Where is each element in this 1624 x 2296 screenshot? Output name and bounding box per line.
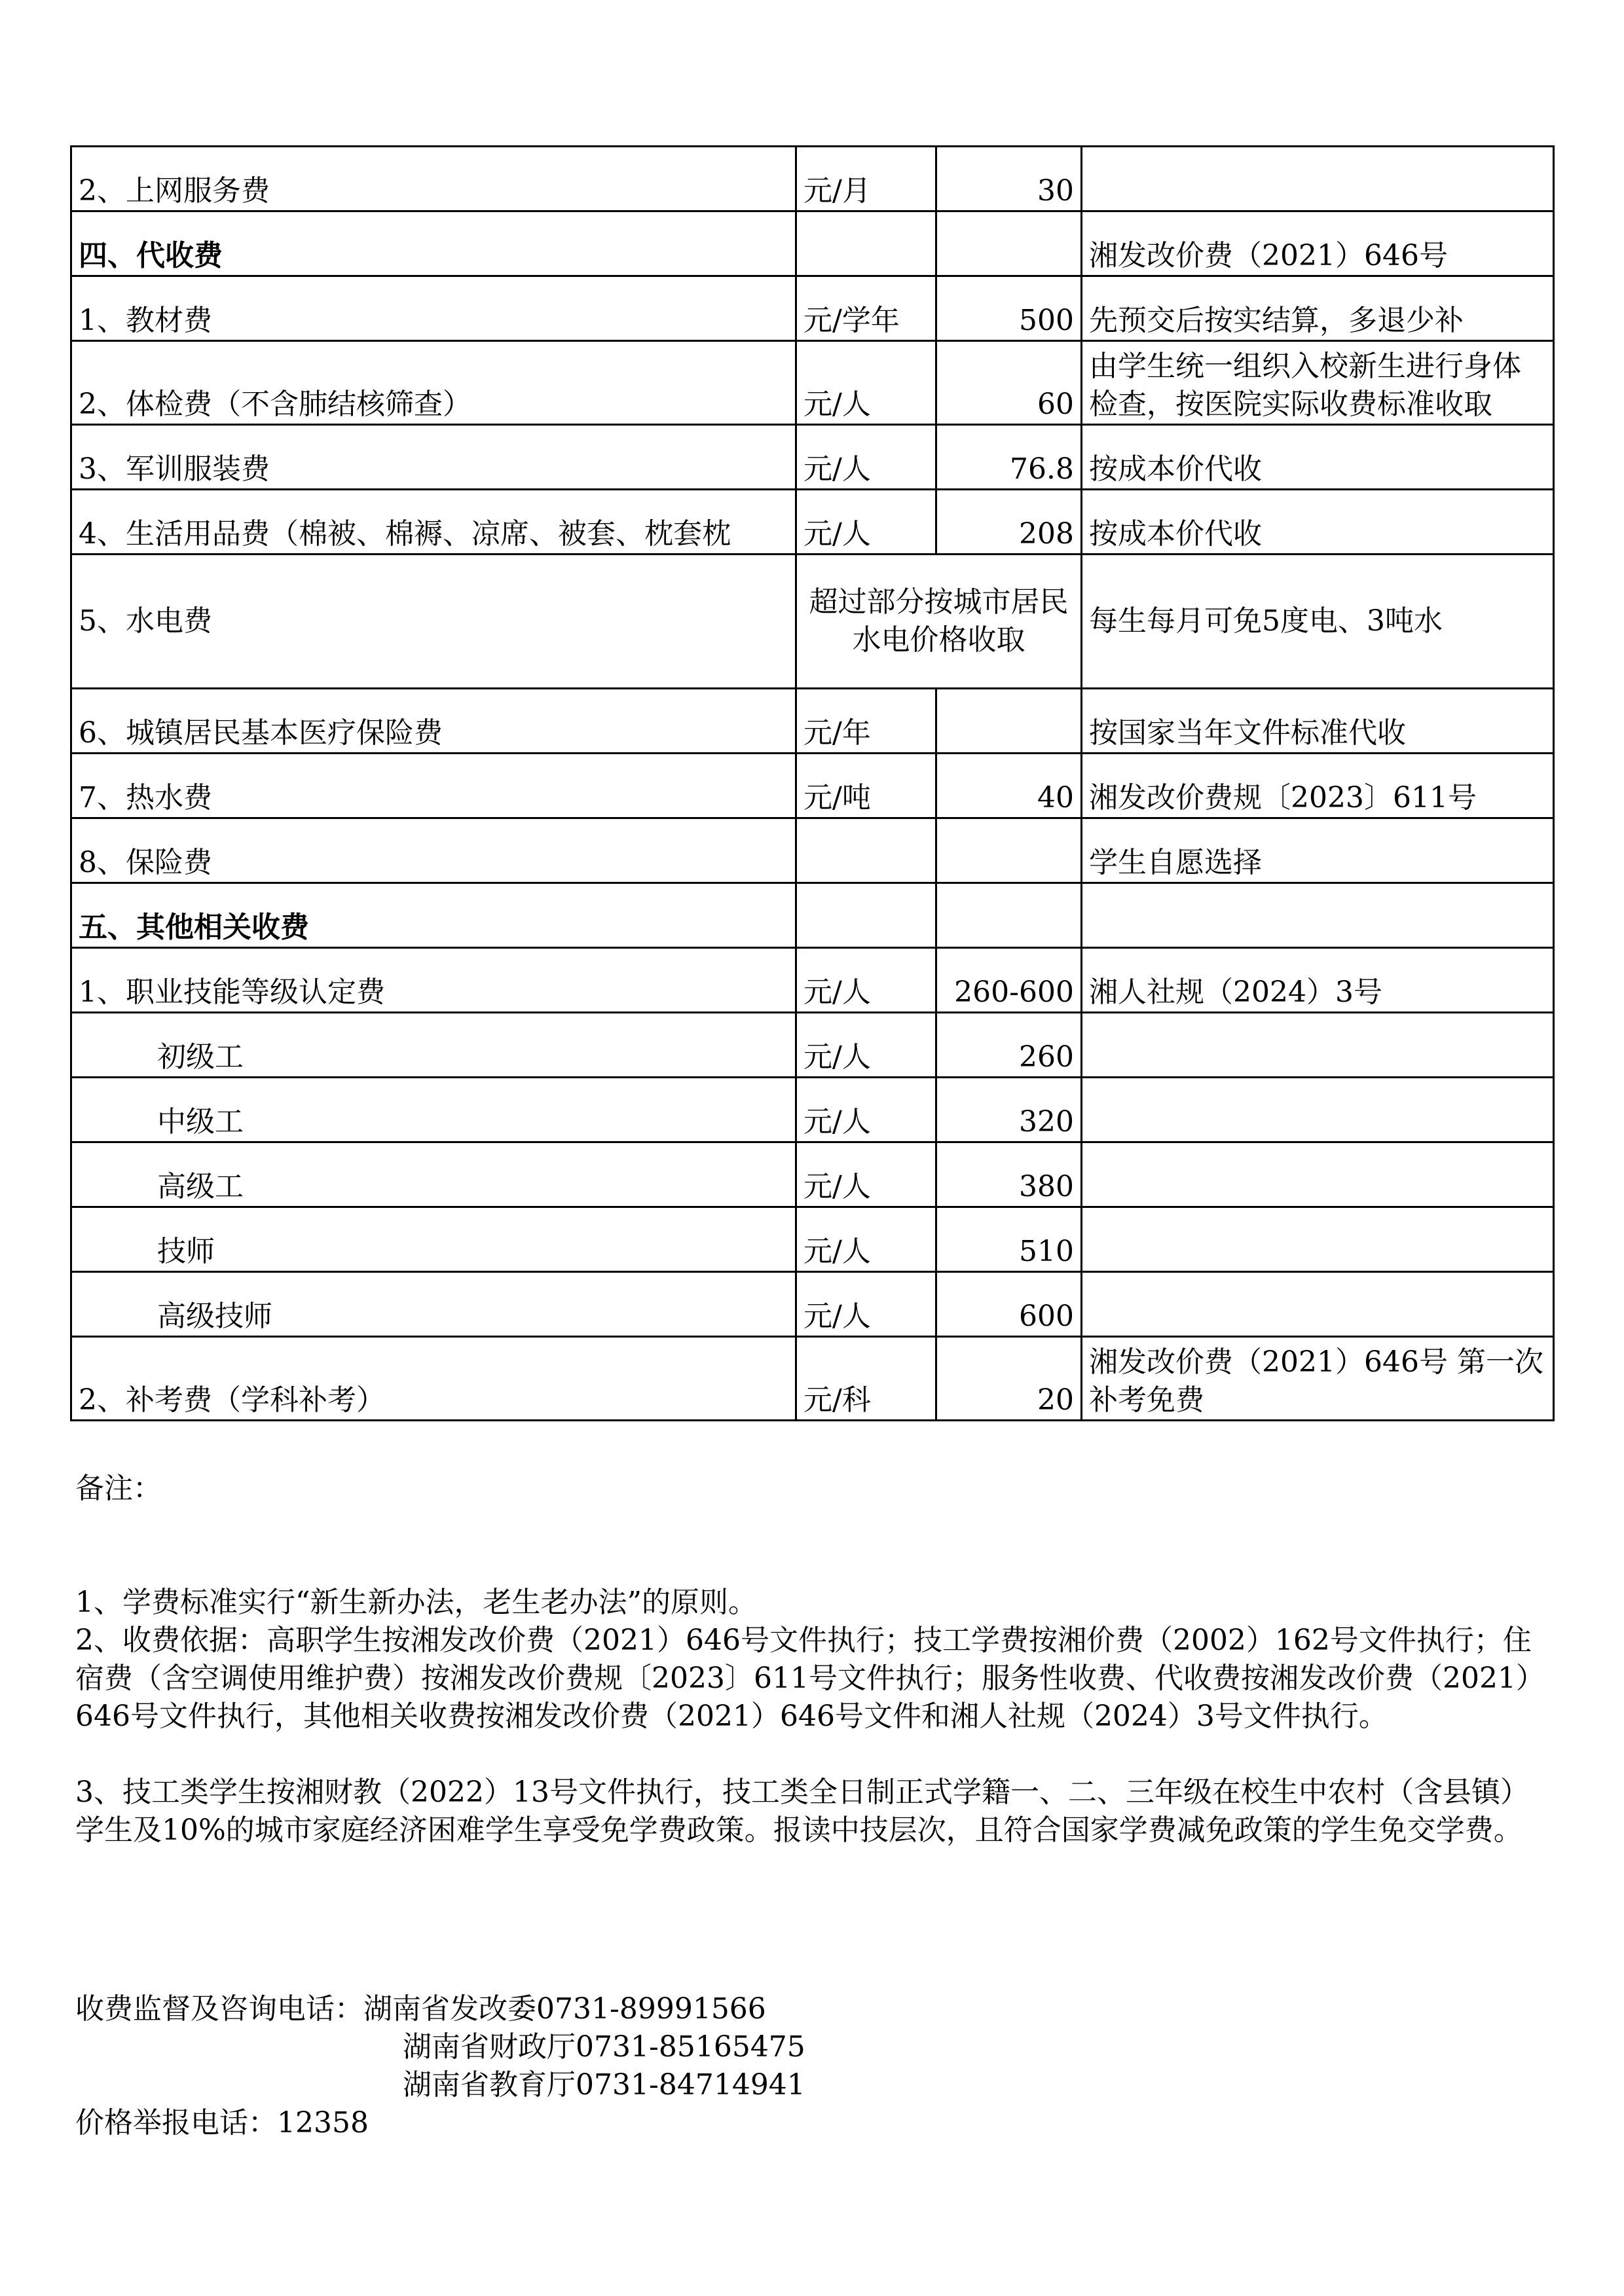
item-cell: 1、职业技能等级认定费 [71, 948, 796, 1013]
note-cell: 学生自愿选择 [1082, 818, 1554, 883]
note-cell: 按国家当年文件标准代收 [1082, 689, 1554, 754]
table-row [71, 147, 1554, 211]
item-cell: 初级工 [71, 1013, 796, 1078]
table-row [71, 211, 1554, 276]
fee-table [70, 145, 1555, 1421]
note-cell [1082, 1013, 1554, 1078]
unit-cell: 元/人 [796, 1272, 936, 1337]
table-row [71, 425, 1554, 490]
table-row [71, 1337, 1554, 1421]
table-row [71, 341, 1554, 425]
item-cell: 2、上网服务费 [71, 147, 796, 211]
amount-cell: 20 [936, 1337, 1082, 1421]
item-cell: 4、生活用品费（棉被、棉褥、凉席、被套、枕套枕 [71, 490, 796, 555]
table-row [71, 948, 1554, 1013]
note-cell: 湘发改价费（2021）646号 [1082, 211, 1554, 276]
table-row [71, 1272, 1554, 1337]
merged-unit-cell: 超过部分按城市居民水电价格收取 [796, 555, 1082, 689]
table-row [71, 818, 1554, 883]
unit-cell [796, 211, 936, 276]
section-title: 四、代收费 [71, 211, 796, 276]
note-cell [1082, 147, 1554, 211]
amount-cell: 208 [936, 490, 1082, 555]
note-cell [1082, 883, 1554, 948]
amount-cell: 380 [936, 1142, 1082, 1207]
unit-cell: 元/人 [796, 425, 936, 490]
unit-cell: 元/人 [796, 341, 936, 425]
amount-cell: 60 [936, 341, 1082, 425]
note-item: 3、技工类学生按湘财教（2022）13号文件执行，技工类全日制正式学籍一、二、三年级在校生中农村（含县镇）学生及10%的城市家庭经济困难学生享受免学费政策。报读中技层次，且符合国家学费减免政策的学生免交学费。 [75, 1776, 1529, 1847]
item-cell: 高级工 [71, 1142, 796, 1207]
item-cell: 6、城镇居民基本医疗保险费 [71, 689, 796, 754]
table-row [71, 1078, 1554, 1142]
table-row [71, 1013, 1554, 1078]
item-cell: 2、体检费（不含肺结核筛查） [71, 341, 796, 425]
table-row [71, 555, 1554, 689]
unit-cell: 元/年 [796, 689, 936, 754]
spacer [75, 1546, 1549, 1584]
table-row [71, 1142, 1554, 1207]
unit-cell: 元/人 [796, 1207, 936, 1272]
item-cell: 3、军训服装费 [71, 425, 796, 490]
contacts-label: 收费监督及咨询电话： [75, 1992, 363, 2026]
spacer [75, 1736, 1549, 1774]
amount-cell: 600 [936, 1272, 1082, 1337]
unit-cell: 元/吨 [796, 754, 936, 818]
notes-label: 备注： [75, 1472, 162, 1505]
phone-education-dept: 湖南省教育厅0731-84714941 [403, 2068, 805, 2102]
unit-cell: 元/人 [796, 1142, 936, 1207]
amount-cell: 500 [936, 276, 1082, 341]
unit-cell: 元/人 [796, 490, 936, 555]
amount-cell: 260 [936, 1013, 1082, 1078]
note-cell [1082, 1207, 1554, 1272]
unit-cell: 元/月 [796, 147, 936, 211]
amount-cell [936, 818, 1082, 883]
table-row [71, 490, 1554, 555]
note-item: 2、收费依据：高职学生按湘发改价费（2021）646号文件执行；技工学费按湘价费（2002）162号文件执行；住宿费（含空调使用维护费）按湘发改价费规〔2023〕611号文件执行；服务性收费、代收费按湘发改价费（2021）646号文件执行，其他相关收费按湘发改价费（2021）646号文件和湘人社规（2024）3号文件执行。 [75, 1624, 1545, 1733]
item-cell: 技师 [71, 1207, 796, 1272]
notes-section [75, 1470, 1549, 1850]
phone-finance-dept: 湖南省财政厅0731-85165475 [403, 2030, 805, 2064]
amount-cell [936, 211, 1082, 276]
amount-cell: 320 [936, 1078, 1082, 1142]
unit-cell: 元/科 [796, 1337, 936, 1421]
note-cell: 每生每月可免5度电、3吨水 [1082, 555, 1554, 689]
table-row [71, 883, 1554, 948]
note-cell: 先预交后按实结算，多退少补 [1082, 276, 1554, 341]
amount-cell: 40 [936, 754, 1082, 818]
unit-cell: 元/人 [796, 948, 936, 1013]
amount-cell [936, 689, 1082, 754]
note-cell [1082, 1272, 1554, 1337]
unit-cell [796, 883, 936, 948]
unit-cell: 元/人 [796, 1013, 936, 1078]
section-title: 五、其他相关收费 [71, 883, 796, 948]
contacts-section [75, 1990, 805, 2142]
note-cell: 湘发改价费（2021）646号 第一次补考免费 [1082, 1337, 1554, 1421]
table-row [71, 276, 1554, 341]
note-cell [1082, 1142, 1554, 1207]
note-cell [1082, 1078, 1554, 1142]
note-cell: 湘发改价费规〔2023〕611号 [1082, 754, 1554, 818]
amount-cell: 30 [936, 147, 1082, 211]
note-cell: 按成本价代收 [1082, 490, 1554, 555]
item-cell: 5、水电费 [71, 555, 796, 689]
table-row [71, 1207, 1554, 1272]
table-row [71, 689, 1554, 754]
amount-cell [936, 883, 1082, 948]
unit-cell [796, 818, 936, 883]
table-row [71, 754, 1554, 818]
amount-cell: 510 [936, 1207, 1082, 1272]
amount-cell: 76.8 [936, 425, 1082, 490]
item-cell: 7、热水费 [71, 754, 796, 818]
note-cell: 按成本价代收 [1082, 425, 1554, 490]
note-cell: 湘人社规（2024）3号 [1082, 948, 1554, 1013]
note-cell: 由学生统一组织入校新生进行身体检查，按医院实际收费标准收取 [1082, 341, 1554, 425]
report-phone: 价格举报电话：12358 [75, 2106, 369, 2140]
note-item: 1、学费标准实行“新生新办法，老生老办法”的原则。 [75, 1586, 757, 1619]
item-cell: 2、补考费（学科补考） [71, 1337, 796, 1421]
item-cell: 8、保险费 [71, 818, 796, 883]
unit-cell: 元/人 [796, 1078, 936, 1142]
item-cell: 中级工 [71, 1078, 796, 1142]
amount-cell: 260-600 [936, 948, 1082, 1013]
unit-cell: 元/学年 [796, 276, 936, 341]
item-cell: 高级技师 [71, 1272, 796, 1337]
item-cell: 1、教材费 [71, 276, 796, 341]
phone-provincial-dev-reform: 湖南省发改委0731-89991566 [363, 1992, 766, 2026]
contact-line [75, 1990, 805, 2028]
